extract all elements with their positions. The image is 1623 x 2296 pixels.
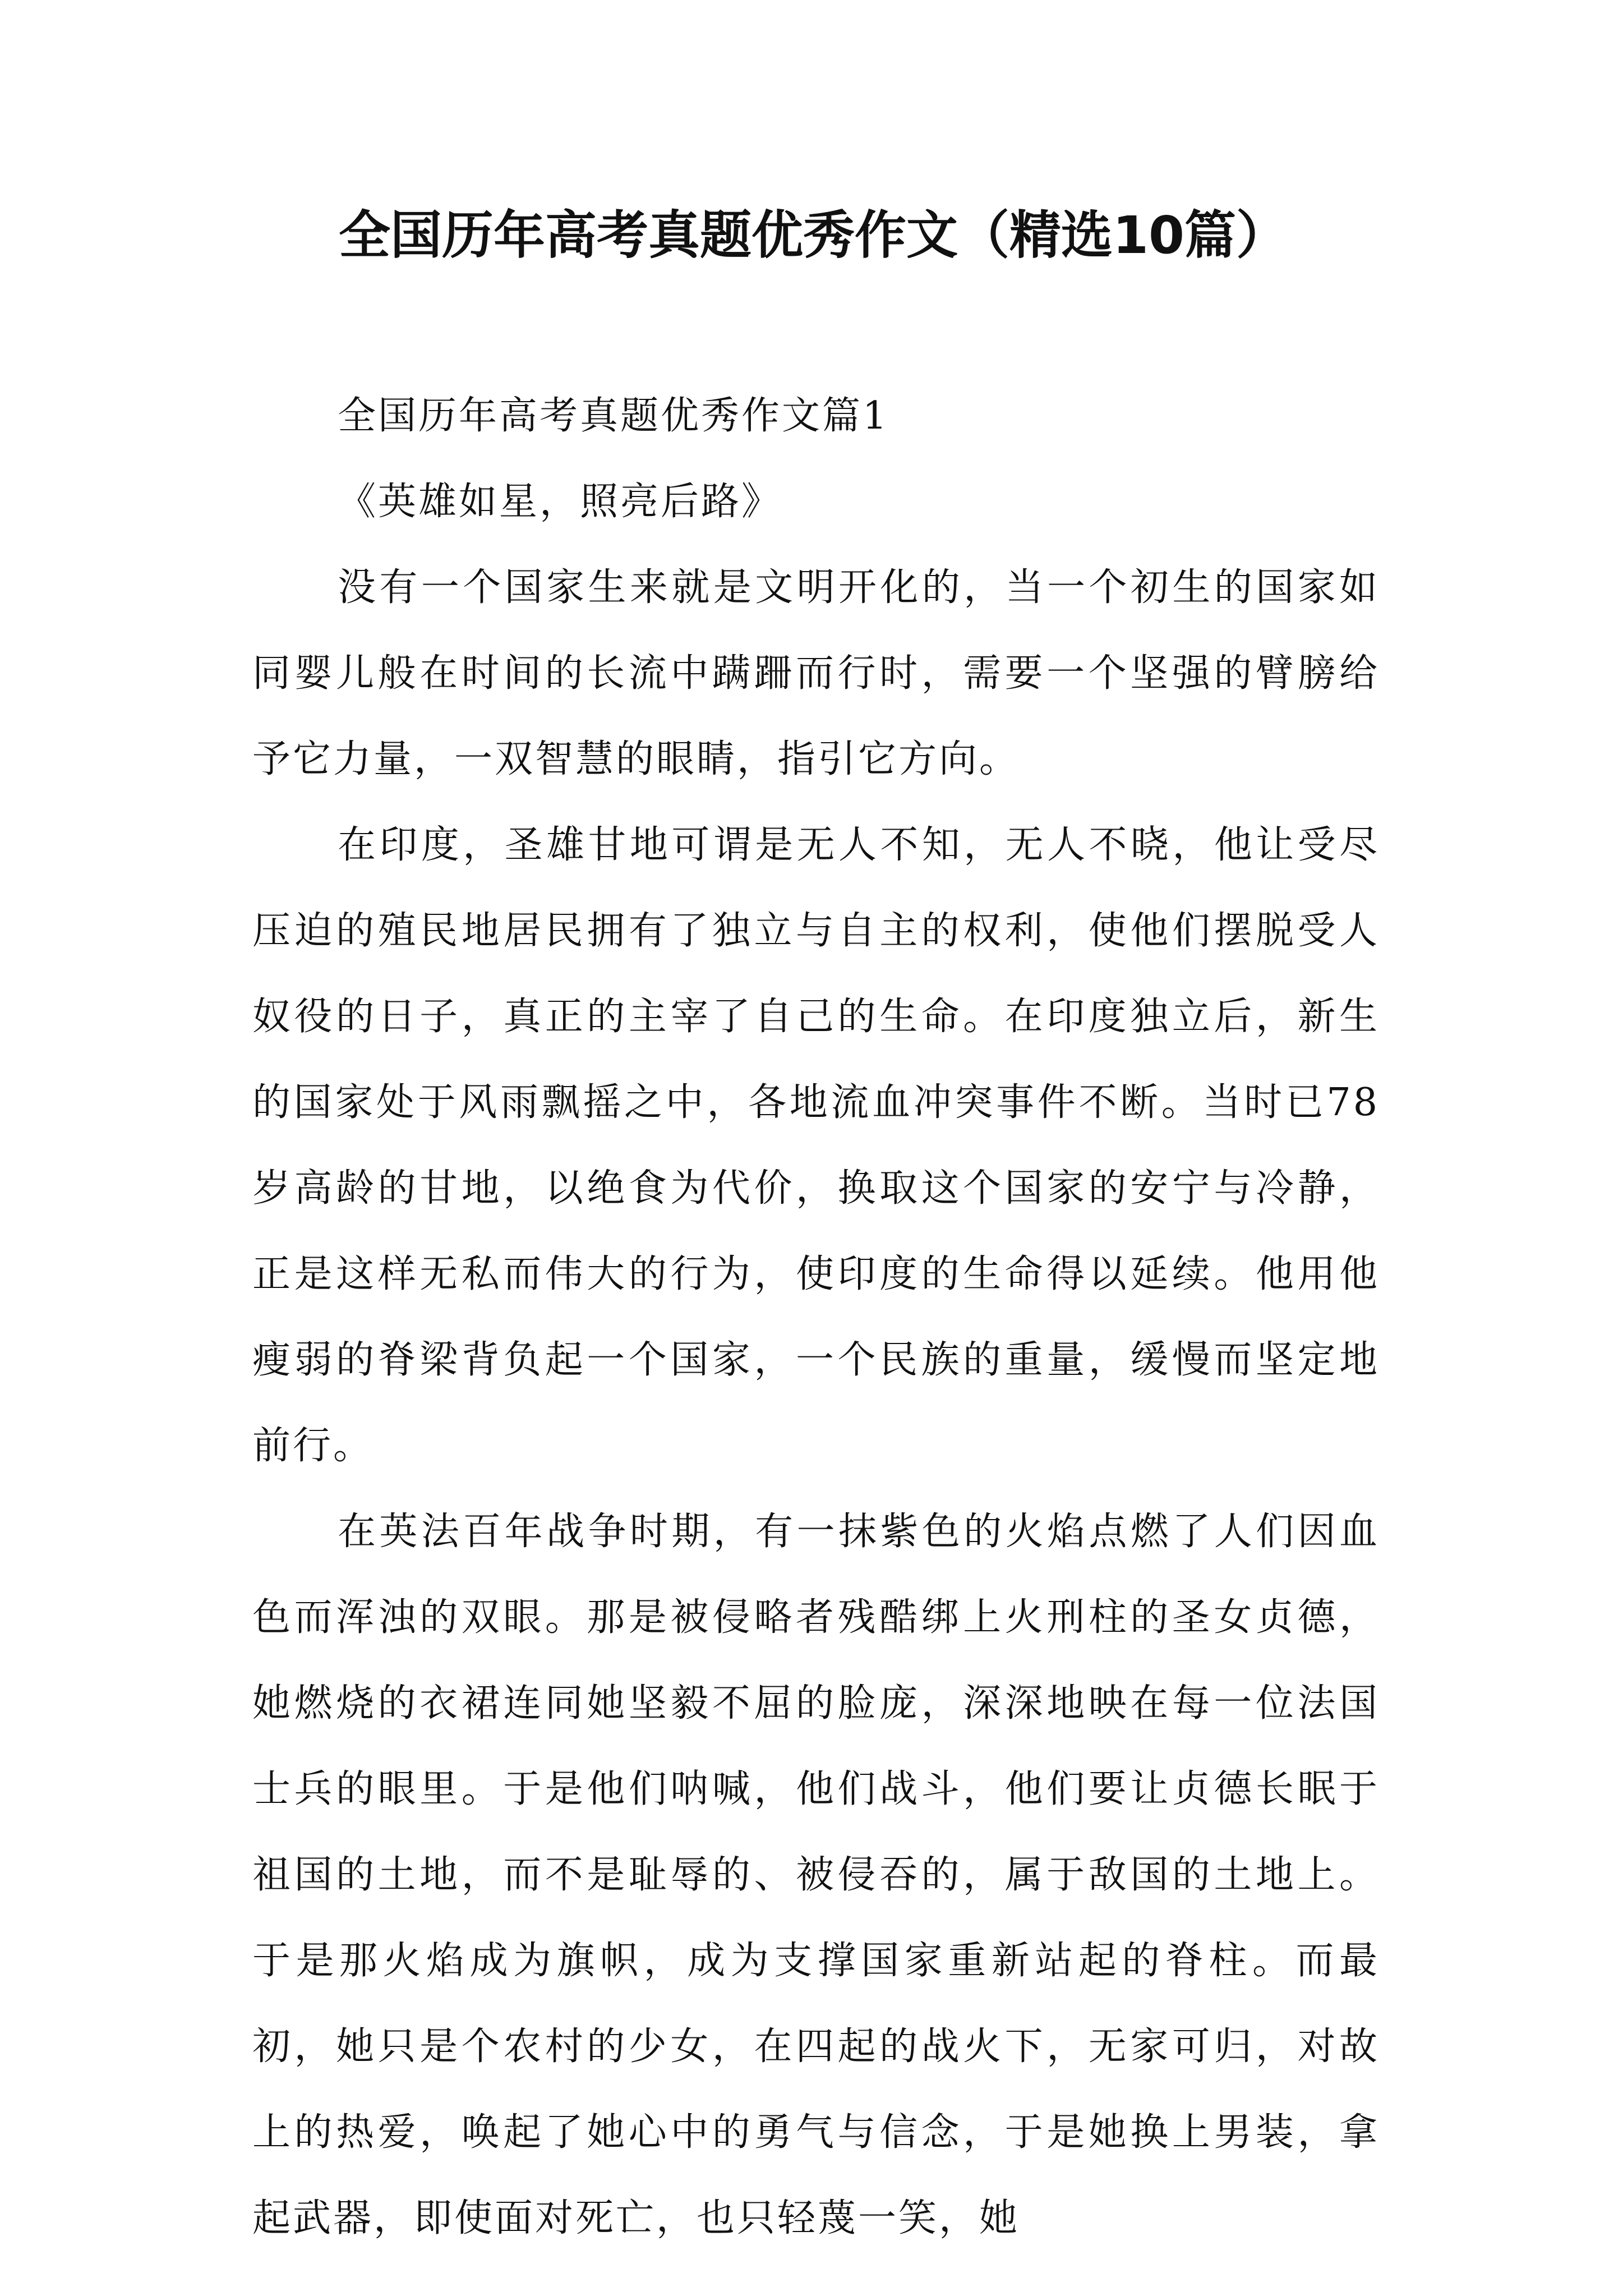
document-title: 全国历年高考真题优秀作文（精选10篇）: [338, 205, 1288, 265]
paragraph: 在印度，圣雄甘地可谓是无人不知，无人不晓，他让受尽压迫的殖民地居民拥有了独立与自主的权利，使他们摆脱受人奴役的日子，真正的主宰了自己的生命。在印度独立后，新生的国家处于风雨飘摇之中，各地流血冲突事件不断。当时已78岁高龄的甘地，以绝食为代价，换取这个国家的安宁与冷静，正是这样无私而伟大的行为，使印度的生命得以延续。他用他瘦弱的脊梁背负起一个国家，一个民族的重量，缓慢而坚定地前行。: [252, 823, 1380, 1468]
document-body: [252, 373, 1380, 2261]
paragraph: 在英法百年战争时期，有一抹紫色的火焰点燃了人们因血色而浑浊的双眼。那是被侵略者残酷绑上火刑柱的圣女贞德，她燃烧的衣裙连同她坚毅不屈的脸庞，深深地映在每一位法国士兵的眼里。于是他们呐喊，他们战斗，他们要让贞德长眠于祖国的土地，而不是耻辱的、被侵吞的，属于敌国的土地上。于是那火焰成为旗帜，成为支撑国家重新站起的脊柱。而最初，她只是个农村的少女，在四起的战火下，无家可归，对故上的热爱，唤起了她心中的勇气与信念，于是她换上男装，拿起武器，即使面对死亡，也只轻蔑一笑，她: [252, 1510, 1380, 2240]
paragraph: 没有一个国家生来就是文明开化的，当一个初生的国家如同婴儿般在时间的长流中蹒跚而行时，需要一个坚强的臂膀给予它力量，一双智慧的眼睛，指引它方向。: [252, 565, 1380, 781]
section-heading: 全国历年高考真题优秀作文篇1: [338, 394, 889, 438]
essay-title: 《英雄如星，照亮后路》: [338, 480, 782, 524]
